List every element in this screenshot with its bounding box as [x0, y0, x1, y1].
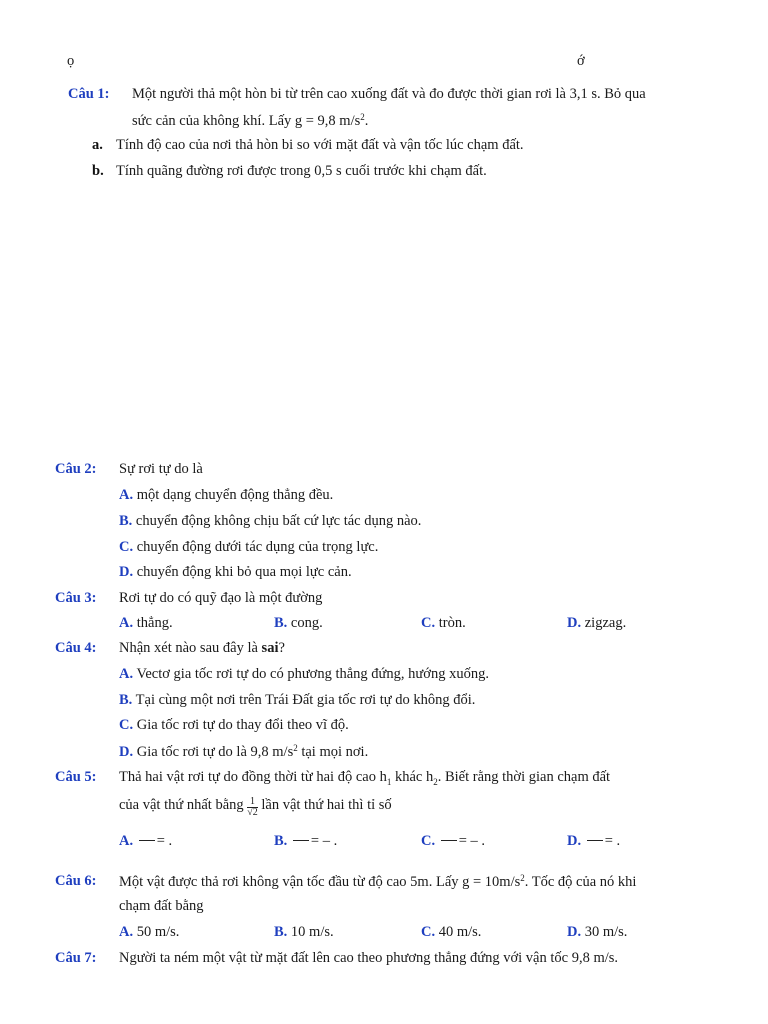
question-6-label: Câu 6:	[55, 873, 97, 889]
question-4-stem: Nhận xét nào sau đây là sai?	[119, 640, 285, 656]
q1-part-a-text: Tính độ cao của nơi thả hòn bi so với mặt đất và vận tốc lúc chạm đất.	[116, 137, 524, 153]
question-1-line-2: sức cản của không khí. Lấy g = 9,8 $m/s^2$.	[132, 112, 369, 129]
q3-option-c: C. tròn.	[421, 615, 466, 631]
q2-option-a: A. một dạng chuyển động thẳng đều.	[119, 487, 334, 503]
q4-option-c: C. Gia tốc rơi tự do thay đổi theo vĩ độ.	[119, 717, 349, 733]
header-right-glyph: ớ	[577, 53, 585, 69]
question-6-line-2: chạm đất bằng	[119, 898, 204, 914]
q5-option-c: C. = – .	[421, 833, 486, 849]
q3-option-a: A. thẳng.	[119, 615, 173, 631]
question-7-stem: Người ta ném một vật từ mặt đất lên cao theo phương thẳng đứng với vận tốc 9,8 m/s.	[119, 950, 619, 966]
ratio-placeholder	[293, 840, 309, 841]
header-left-glyph: ọ	[67, 53, 75, 69]
q2-option-c: C. chuyển động dưới tác dụng của trọng lực.	[119, 539, 379, 555]
q6-option-b: B. 10 m/s.	[274, 924, 334, 940]
question-3-stem: Rơi tự do có quỹ đạo là một đường	[119, 590, 323, 606]
q1-part-b-text: Tính quãng đường rơi được trong 0,5 s cuối trước khi chạm đất.	[116, 163, 487, 179]
question-5-line-2: của vật thứ nhất bằng $\frac{1}{√2}$ lần vật thứ hai thì tỉ số	[119, 796, 392, 818]
question-4-label: Câu 4:	[55, 640, 97, 656]
q5-option-a: A. = .	[119, 833, 173, 849]
question-6-line-1: Một vật được thả rơi không vận tốc đầu từ độ cao 5m. Lấy $g = 10m/s^2$. Tốc độ của nó khi	[119, 873, 637, 890]
q6-option-a: A. 50 m/s.	[119, 924, 180, 940]
question-2-label: Câu 2:	[55, 461, 97, 477]
q5-option-b: B. = – .	[274, 833, 338, 849]
q6-option-d: D. 30 m/s.	[567, 924, 628, 940]
q4-option-a: A. Vectơ gia tốc rơi tự do có phương thẳng đứng, hướng xuống.	[119, 666, 489, 682]
question-7-label: Câu 7:	[55, 950, 97, 966]
q1-part-b-label: b.	[92, 163, 104, 179]
q2-option-b: B. chuyển động không chịu bất cứ lực tác dụng nào.	[119, 513, 422, 529]
ratio-placeholder	[139, 840, 155, 841]
q3-option-d: D. zigzag.	[567, 615, 627, 631]
fraction-one-over-root-two: $\frac{1}{√2}$	[247, 796, 258, 818]
q1-part-a-label: a.	[92, 137, 103, 153]
q5-option-d: D. = .	[567, 833, 621, 849]
question-2-stem: Sự rơi tự do là	[119, 461, 203, 477]
question-5-label: Câu 5:	[55, 769, 97, 785]
question-5-line-1: Thả hai vật rơi tự do đồng thời từ hai độ cao $h_1$ khác $h_2$. Biết rằng thời gian chạm đất	[119, 769, 611, 787]
q4-option-b: B. Tại cùng một nơi trên Trái Đất gia tốc rơi tự do không đổi.	[119, 692, 476, 708]
question-1-line-1: Một người thả một hòn bi từ trên cao xuống đất và đo được thời gian rơi là 3,1 s. Bỏ qua	[132, 86, 646, 102]
ratio-placeholder	[587, 840, 603, 841]
q6-option-c: C. 40 m/s.	[421, 924, 482, 940]
q2-option-d: D. chuyển động khi bỏ qua mọi lực cản.	[119, 564, 352, 580]
q4-option-d: D. Gia tốc rơi tự do là 9,8 $m/s^2$ tại mọi nơi.	[119, 743, 369, 760]
question-3-label: Câu 3:	[55, 590, 97, 606]
question-1-label: Câu 1:	[68, 86, 110, 102]
q3-option-b: B. cong.	[274, 615, 323, 631]
ratio-placeholder	[441, 840, 457, 841]
